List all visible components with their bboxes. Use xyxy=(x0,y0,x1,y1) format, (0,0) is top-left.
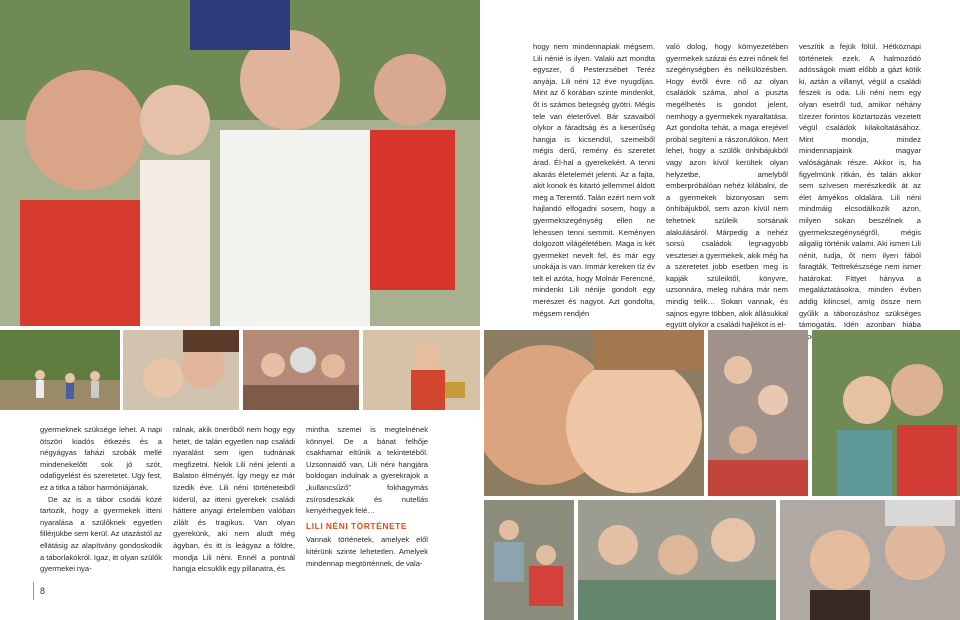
hero-children-photo-icon xyxy=(0,0,480,326)
smiling-boys-photo xyxy=(578,500,776,620)
girl-and-elder-photo-icon xyxy=(780,500,960,620)
text-column-bottom-2 xyxy=(173,424,295,575)
woman-with-gift-photo xyxy=(363,330,480,410)
text-column-top-2 xyxy=(666,41,788,331)
text-column-bottom-3 xyxy=(306,424,428,569)
text-column-bottom-1 xyxy=(40,424,162,575)
soccer-field-photo xyxy=(0,330,120,410)
girl-hugging-woman-photo-icon xyxy=(812,330,960,496)
group-with-woman-photo xyxy=(243,330,359,410)
paragraph: veszítik a fejük fölül. Hétköznapi történetek ezek. A halmozódó adósságok miatt előbb a gázt kötik ki, aztán a villanyt, végül a családi fészek is oda. Lili néni nem egy olyan esetről tud, amikor néhány tízezer forintos köztartozás vezetett végül családok kilakoltatásához. Mint mondja, mindez mindennapjaink magyar valóságának része. Akkor is, ha figyelmünk ritkán, és talán akkor sem szívesen merészkedik át az élet ámyékos oldalára. Lili néni mindmáig elcsodálkozik azon, milyen sokan beszélnek a gyermekszegénységről, mégis aligalig történik valami. Aki ismeri Lili nénit, tudja, őt nem ilyen fából faragták. Tettrekészsége nem ismer határokat. Fittyet hányva a megaláztatásokra, minden évben addig kilincsel, amíg össze nem gyűlik a táborozáshoz szükséges támogatás. Idén azonban hiába xyxy=(799,42,921,330)
group-with-woman-photo-icon xyxy=(243,330,359,410)
paragraph: De az is a tábor csodái közé tartozik, hogy a gyermekek itteni nyaralása a szülőknek egyetlen fillérjükbe sem kerül. Az utazástól az ellátásig az alapítvány gondoskodik a táborlakókról. Igaz, itt olyan szülők gyermekei nya- xyxy=(40,494,162,574)
paragraph: ralnak, akik önerőből nem hogy egy hetet, de talán egyetlen nap családi nyaralást sem igen tudnának megfizetni. Nekik Lili néni jelenti a Balaton élményét. Így megy ez már tizedik éve. Lili néni történeteiből kiderül, az itteni gyerekek családi háttere anyagi értelemben valóban zilált és tragikus. Van olyan gyerekünk, aki nem aludt még ágyban, és itt is leágyaz a földre, mondja Lili néni. Ennél a pontnál hangja elcsuklik egy pillanatra, és xyxy=(173,425,295,574)
smiling-boys-photo-icon xyxy=(578,500,776,620)
paragraph: gyermeknek szüksége lehet. A napi ötszöri kiadós étkezés és a négyágyas faházi szobák mellé mindenekelőtt sok jó szót, odafigyelést és szeretetet. Ugy fest, ez a titka a tábor harmóniájának. xyxy=(40,425,162,492)
children-bench-photo xyxy=(484,500,574,620)
boy-and-girl-closeup-photo-icon xyxy=(484,330,704,496)
hero-children-photo xyxy=(0,0,480,326)
girl-and-elder-photo xyxy=(780,500,960,620)
paragraph: hogy nem mindennapiak mégsem. Lili nénié is ilyen. Valaki azt mondta egyszer, ő Pesterzsébet Teréz anyája. Lili néni 12 éve nyugdíjas. Mint az ő korában szinte mindenkit, őt is számos betegség gyötri. Mégis tele van életerővel. Bár szavaiból olykor a fáradtság és a keserűség hangja is kicsendül, szemeiből mégis derű, remény és szeretet árad. Él-hal a gyerekekért. A tenni akarás életelemét jelenti. Az a fajta, akit konok és kitartó jellemmel áldott meg a Teremtő. Talán ezért nem volt hajlandó elfogadni sosem, hogy a gyermekszegénység ellen ne lehessen tenni semmit. Keményen dolgozott világéletében. Maga is két gyermeket nevelt fel, és már egy unokája is van. Immár kereken tíz év telt el azóta, hogy Molnár Ferencné, mindenki Lili nénije gondolt egy merészet és nagyot. Azt gondolta, mégsem rendjén xyxy=(533,42,655,318)
paragraph: mintha szemei is megtelnének könnyel. De a bánat felhője csakhamar eltűnik a tekintetéből. Uzsonnaidő van, Lili néni hangjára boldogan indulnak a gyerekrajok a „kullancsűző” fokhagymás zsírosdeszkák és nutellás kenyérhegyek felé… xyxy=(306,425,428,516)
girls-smiling-photo-icon xyxy=(123,330,239,410)
boy-and-girl-closeup-photo xyxy=(484,330,704,496)
section-heading: LILI NÉNI TÖRTÉNETE xyxy=(306,520,408,531)
soccer-field-photo-icon xyxy=(0,330,120,410)
text-column-top-1 xyxy=(533,41,655,319)
text-column-top-3 xyxy=(799,41,921,342)
page-number: 8 xyxy=(40,586,46,596)
girls-smiling-photo xyxy=(123,330,239,410)
children-group-photo-icon xyxy=(708,330,808,496)
woman-with-gift-photo-icon xyxy=(363,330,480,410)
page-number-rule xyxy=(33,582,34,600)
children-group-photo xyxy=(708,330,808,496)
girl-hugging-woman-photo xyxy=(812,330,960,496)
children-bench-photo-icon xyxy=(484,500,574,620)
paragraph: Vannak történetek, amelyek elől kitérünk szinte lehetetlen. Amelyek mindennap megtörténnek, de vala- xyxy=(306,535,428,568)
paragraph: való dolog, hogy környezetében gyermekek százai és ezrei nőnek fel szegénységben és nélkülözésben. Hogy évről évre nő az olyan családok száma, ahol a puszta megélhetés is gondot jelent, nemhogy a gyermekek nyaraltatása. Azt gondolta tehát, a maga erejével próbál segíteni a rászorulókon. Mert lehet, hogy a szülők önhibájukból vagy azon kívül kerültek olyan helyzetbe, amelyből emberpróbálóan nehéz kilábalni, de a gyermekek bizonyosan sem önhibájukból, sem azon kívül nem tehetnek szüleik sorsának alakulásáról. Márpedig a nehéz sorsú családok legnagyobb vesztesei a gyermekek, akik még ha a szeretetet jobb esetben meg is kapják szüleiktől, könyvre, uzsonnára, meleg ruhára már nem mindig telik… Sokan vannak, és sajnos egyre többen, akik állásukkal együtt olykor a családi hajlékot is el- xyxy=(666,42,788,330)
